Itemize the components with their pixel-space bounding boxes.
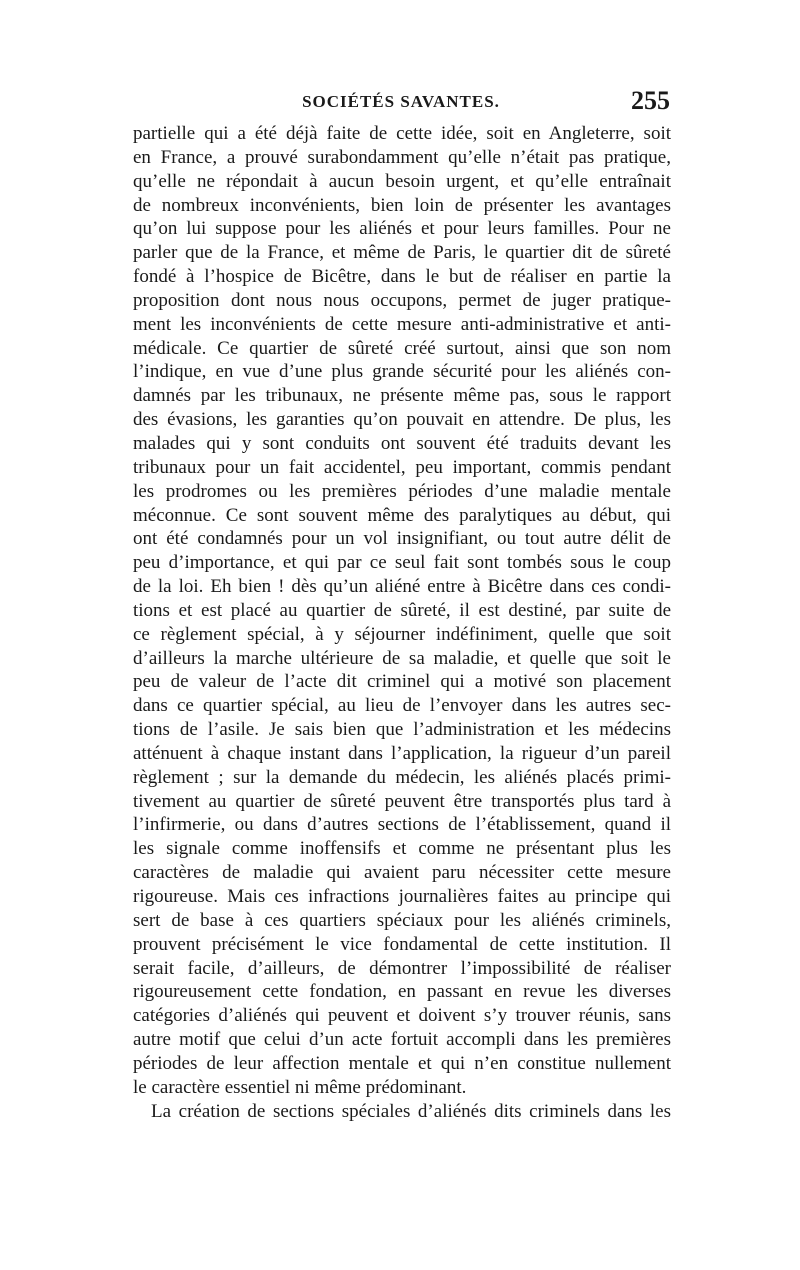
page-number: 255 bbox=[631, 86, 670, 115]
text-line: tions de l’asile. Je sais bien que l’administration et les médecins bbox=[133, 719, 671, 741]
body-text bbox=[133, 122, 671, 1123]
running-title: SOCIÉTÉS SAVANTES. bbox=[302, 92, 500, 111]
text-line: peu d’importance, et qui par ce seul fait sont tombés sous le coup bbox=[133, 552, 671, 574]
text-line: caractères de maladie qui avaient paru nécessiter cette mesure bbox=[133, 862, 671, 884]
text-line: rigoureusement cette fondation, en passant en revue les diverses bbox=[133, 981, 671, 1003]
text-line: parler que de la France, et même de Paris, le quartier dit de sûreté bbox=[133, 242, 671, 264]
text-line: sert de base à ces quartiers spéciaux pour les aliénés criminels, bbox=[133, 909, 671, 931]
text-line: tribunaux pour un fait accidentel, peu important, commis pendant bbox=[133, 456, 671, 478]
text-line: l’infirmerie, ou dans d’autres sections de l’établissement, quand il bbox=[133, 814, 671, 836]
text-line: damnés par les tribunaux, ne présente même pas, sous le rapport bbox=[133, 385, 671, 407]
running-head bbox=[132, 86, 670, 116]
paragraph-end-line: le caractère essentiel ni même prédominant. bbox=[133, 1076, 467, 1098]
text-line: dans ce quartier spécial, au lieu de l’envoyer dans les autres sec- bbox=[133, 695, 671, 717]
text-line: méconnue. Ce sont souvent même des paralytiques au début, qui bbox=[133, 504, 671, 526]
text-line: en France, a prouvé surabondamment qu’elle n’était pas pratique, bbox=[133, 146, 671, 168]
text-line: ce règlement spécial, à y séjourner indéfiniment, quelle que soit bbox=[133, 623, 671, 645]
text-line: catégories d’aliénés qui peuvent et doivent s’y trouver réunis, sans bbox=[133, 1005, 671, 1027]
text-line: les signale comme inoffensifs et comme ne présentant plus les bbox=[133, 838, 671, 860]
text-line: qu’elle ne répondait à aucun besoin urgent, et qu’elle entraînait bbox=[133, 170, 671, 192]
text-line: de la loi. Eh bien ! dès qu’un aliéné entre à Bicêtre dans ces condi- bbox=[133, 576, 671, 598]
text-line: d’ailleurs la marche ultérieure de sa maladie, et quelle que soit le bbox=[133, 647, 671, 669]
text-line: partielle qui a été déjà faite de cette idée, soit en Angleterre, soit bbox=[133, 123, 671, 144]
text-line: les prodromes ou les premières périodes d’une maladie mentale bbox=[133, 480, 671, 502]
text-line: proposition dont nous nous occupons, permet de juger pratique- bbox=[133, 289, 671, 311]
text-line: règlement ; sur la demande du médecin, les aliénés placés primi- bbox=[133, 766, 671, 788]
text-line: tions et est placé au quartier de sûreté, il est destiné, par suite de bbox=[133, 599, 671, 621]
text-line: rigoureuse. Mais ces infractions journalières faites au principe qui bbox=[133, 886, 671, 907]
text-line: peu de valeur de l’acte dit criminel qui a motivé son placement bbox=[133, 671, 671, 693]
text-line: fondé à l’hospice de Bicêtre, dans le but de réaliser en partie la bbox=[133, 266, 671, 288]
text-line: malades qui y sont conduits ont souvent été traduits devant les bbox=[133, 432, 671, 454]
text-line: serait facile, d’ailleurs, de démontrer l’impossibilité de réaliser bbox=[133, 957, 671, 979]
text-line: périodes de leur affection mentale et qui n’en constitue nullement bbox=[133, 1052, 671, 1074]
text-line: des évasions, les garanties qu’on pouvait en attendre. De plus, les bbox=[133, 409, 671, 431]
paragraph-start-line: La création de sections spéciales d’aliénés dits criminels dans les bbox=[151, 1100, 671, 1122]
text-line: tivement au quartier de sûreté peuvent être transportés plus tard à bbox=[133, 790, 671, 812]
text-line: qu’on lui suppose pour les aliénés et pour leurs familles. Pour ne bbox=[133, 218, 671, 240]
text-line: médicale. Ce quartier de sûreté créé surtout, ainsi que son nom bbox=[133, 337, 671, 359]
text-line: ont été condamnés pour un vol insignifiant, ou tout autre délit de bbox=[133, 528, 671, 550]
text-line: de nombreux inconvénients, bien loin de présenter les avantages bbox=[133, 194, 671, 216]
text-line: ment les inconvénients de cette mesure anti-administrative et anti- bbox=[133, 313, 671, 335]
text-line: autre motif que celui d’un acte fortuit accompli dans les premières bbox=[133, 1029, 671, 1051]
text-line: l’indique, en vue d’une plus grande sécurité pour les aliénés con- bbox=[133, 361, 671, 383]
text-line: atténuent à chaque instant dans l’application, la rigueur d’un pareil bbox=[133, 742, 671, 764]
text-line: prouvent précisément le vice fondamental de cette institution. Il bbox=[133, 933, 671, 955]
